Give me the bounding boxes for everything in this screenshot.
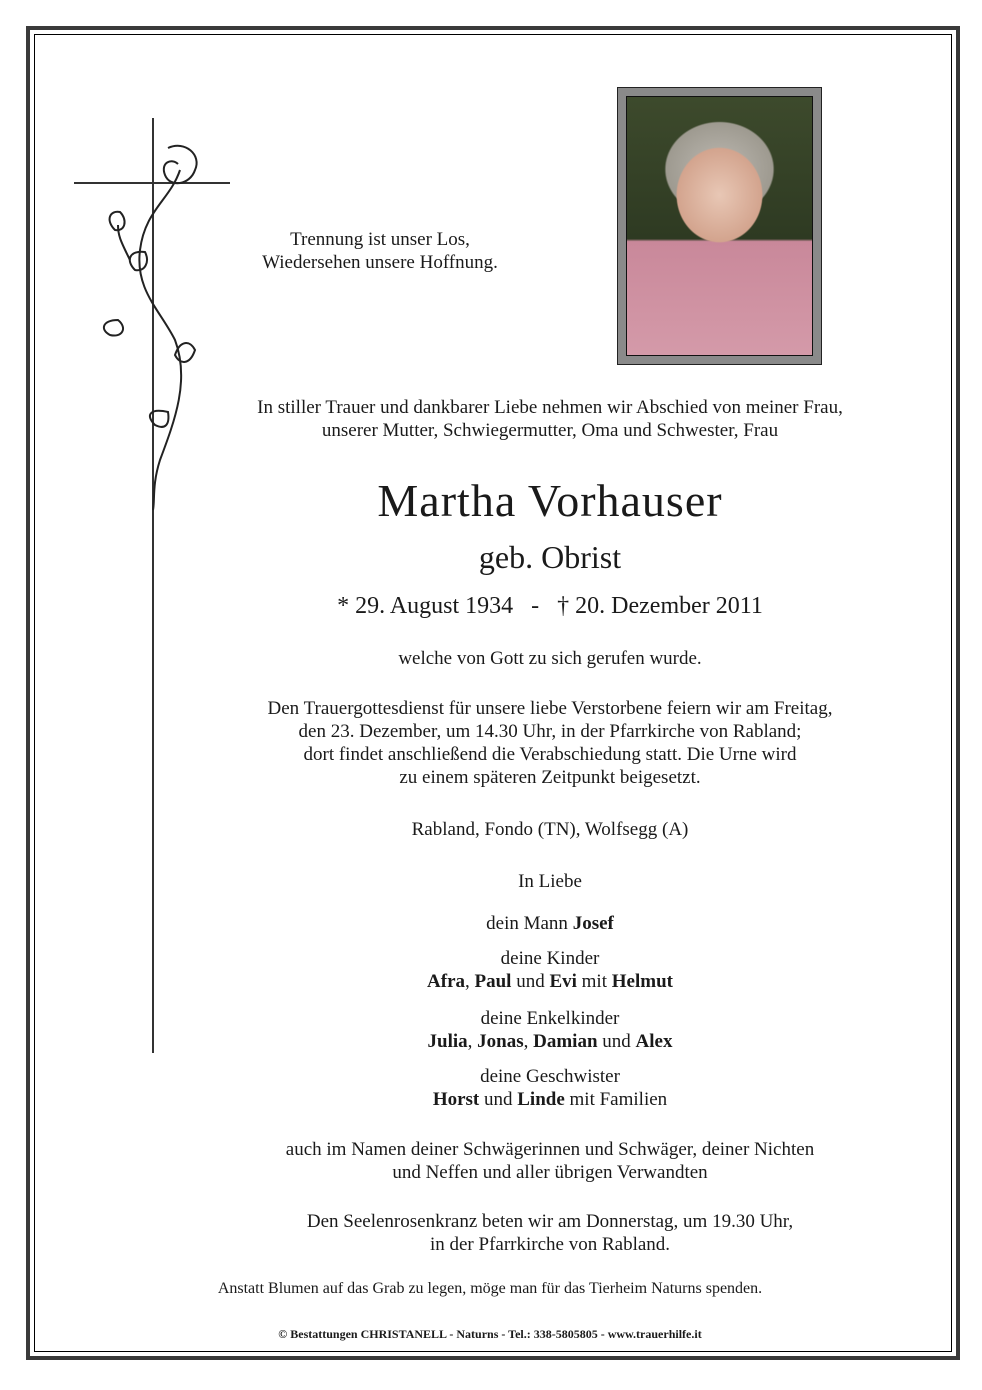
name: Damian xyxy=(533,1031,598,1052)
in-love: In Liebe xyxy=(518,871,582,892)
motto-line: Wiedersehen unsere Hoffnung. xyxy=(262,252,498,273)
service-text xyxy=(120,697,980,789)
name: Linde xyxy=(517,1089,565,1110)
name: Horst xyxy=(432,1089,480,1110)
label: deine Geschwister xyxy=(480,1066,620,1087)
text: und xyxy=(597,1031,636,1052)
service-line: Den Trauergottesdienst für unsere liebe Verstorbene feiern wir am Freitag, xyxy=(267,698,833,719)
grandchildren xyxy=(120,1007,980,1053)
footer: © Bestattungen CHRISTANELL - Naturns - Tel.: 338-5805805 - www.trauerhilfe.it xyxy=(278,1327,702,1341)
name: Josef xyxy=(572,913,614,934)
life-dates: * 29. August 1934 - † 20. Dezember 2011 xyxy=(337,593,763,619)
relatives-line: und Neffen und aller übrigen Verwandten xyxy=(392,1162,708,1183)
intro xyxy=(120,396,980,442)
name: Afra xyxy=(427,971,465,992)
name: Julia xyxy=(427,1031,468,1052)
rosary-line: in der Pfarrkirche von Rabland. xyxy=(429,1234,671,1255)
service-line: den 23. Dezember, um 14.30 Uhr, in der Pfarrkirche von Rabland; xyxy=(298,721,802,742)
rosary xyxy=(120,1210,980,1256)
text: und xyxy=(511,971,550,992)
text: , xyxy=(465,971,475,992)
siblings xyxy=(120,1065,980,1111)
name: Evi xyxy=(549,971,577,992)
maiden-name: geb. Obrist xyxy=(478,539,622,575)
service-line: dort findet anschließend die Verabschiedung statt. Die Urne wird xyxy=(303,744,797,765)
intro-line: In stiller Trauer und dankbarer Liebe nehmen wir Abschied von meiner Frau, xyxy=(257,397,843,418)
relatives-line: auch im Namen deiner Schwägerinnen und Schwäger, deiner Nichten xyxy=(285,1139,815,1160)
name: Jonas xyxy=(477,1031,524,1052)
text: mit xyxy=(576,971,612,992)
name: Helmut xyxy=(611,971,673,992)
flowers-note: Anstatt Blumen auf das Grab zu legen, möge man für das Tierheim Naturns spenden. xyxy=(217,1280,763,1297)
text: , xyxy=(523,1031,534,1052)
places: Rabland, Fondo (TN), Wolfsegg (A) xyxy=(411,819,689,840)
name: Alex xyxy=(635,1031,673,1052)
text: , xyxy=(467,1031,478,1052)
service-line: zu einem späteren Zeitpunkt beigesetzt. xyxy=(399,767,701,788)
label: deine Enkelkinder xyxy=(480,1008,620,1029)
intro-line: unserer Mutter, Schwiegermutter, Oma und Schwester, Frau xyxy=(321,420,779,441)
deceased-name: Martha Vorhauser xyxy=(377,475,723,526)
rosary-line: Den Seelenrosenkranz beten wir am Donnerstag, um 19.30 Uhr, xyxy=(306,1211,794,1232)
relatives xyxy=(120,1138,980,1184)
called-text: welche von Gott zu sich gerufen wurde. xyxy=(398,648,702,669)
motto-line: Trennung ist unser Los, xyxy=(290,229,470,250)
text: mit Familien xyxy=(564,1089,668,1110)
portrait-photo xyxy=(617,87,822,365)
text: und xyxy=(479,1089,518,1110)
motto xyxy=(170,228,590,274)
label: deine Kinder xyxy=(500,948,600,969)
name: Paul xyxy=(474,971,512,992)
rose-icon xyxy=(90,140,200,520)
children xyxy=(120,947,980,993)
husband xyxy=(120,912,980,935)
text: dein Mann xyxy=(486,913,573,934)
